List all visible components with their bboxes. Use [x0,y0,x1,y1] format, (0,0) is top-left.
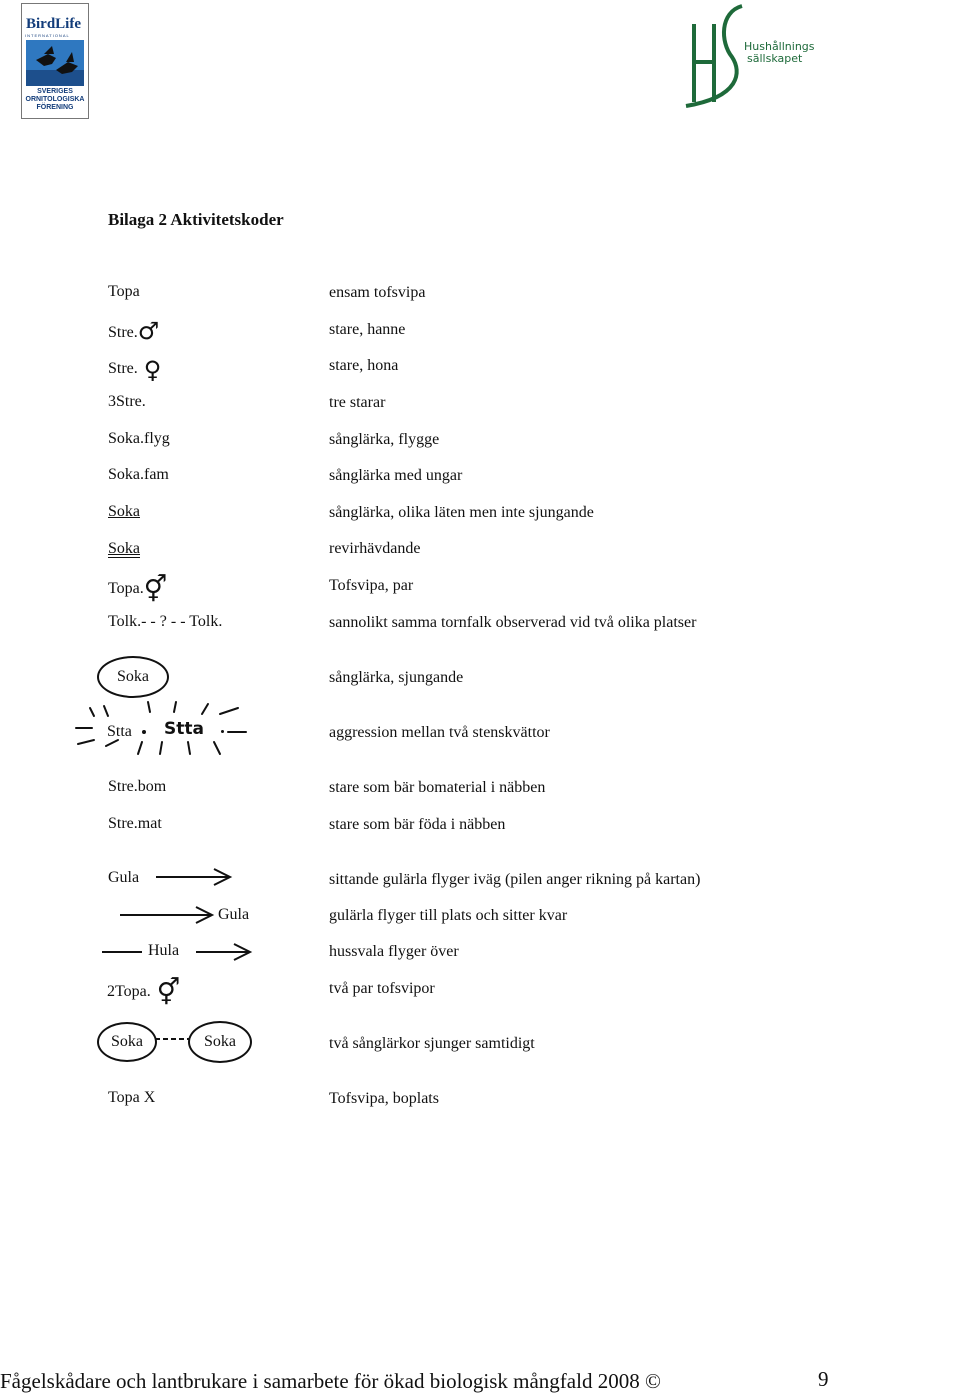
desc-stre-mat: stare som bär föda i näbben [329,816,506,833]
desc-stre-bom: stare som bär bomaterial i näbben [329,779,546,796]
desc-stta-aggression: aggression mellan två stenskvättor [329,724,550,741]
arrow-right-icon [154,866,234,888]
desc-soka-flyg: sånglärka, flygge [329,431,440,448]
code-stre-female-label: Stre. [108,360,138,377]
code-soka-circled-1 [97,1022,157,1062]
footer-text: Fågelskådare och lantbrukare i samarbete för ökad biologisk mångfald 2008 © [0,1369,661,1393]
birdlife-org-line3: FÖRENING [36,104,74,111]
birdlife-org-line1: SVERIGES [37,88,73,95]
code-3stre: 3Stre. [108,393,146,410]
code-hula: Hula [148,942,180,959]
hs-logo-line2: sällskapet [747,52,803,65]
code-topa: Topa [108,283,140,300]
code-stre-male [108,319,159,343]
birdlife-org-line2: ORNITOLOGISKA [25,96,85,103]
code-soka-double-underlined: Soka [108,540,140,557]
line-icon [100,941,146,963]
desc-soka-underlined: sånglärka, olika läten men inte sjungande [329,504,594,521]
desc-2topa-pair: två par tofsvipor [329,980,435,997]
code-stre-bom: Stre.bom [108,778,167,795]
code-topa-pair [108,575,168,605]
birds-picture [26,40,84,86]
code-stre-female [108,355,162,384]
desc-gula-flying: sittande gulärla flyger iväg (pilen anger rikning på kartan) [329,871,701,888]
desc-stre-male: stare, hanne [329,321,406,338]
desc-soka-both: två sånglärkor sjunger samtidigt [329,1035,535,1052]
desc-topa-x: Tofsvipa, boplats [329,1090,439,1107]
hs-logo [680,2,820,110]
birdlife-logo [21,3,89,119]
code-2topa-pair [107,978,181,1008]
aggression-lines-icon [70,696,250,760]
code-stre-mat: Stre.mat [108,815,162,832]
code-stre-male-label: Stre. [108,324,138,341]
desc-gula-landing: gulärla flyger till plats och sitter kvar [329,907,568,924]
desc-soka-circled: sånglärka, sjungande [329,669,464,686]
code-soka-circled-label: Soka [117,668,149,685]
code-stta-aggression [70,696,250,760]
page-title: Bilaga 2 Aktivitetskoder [108,210,284,229]
hs-logo-line1: Hushållnings [744,40,815,53]
page-number: 9 [818,1367,829,1391]
code-stta-handwritten: Stta [164,719,204,739]
desc-topa-pair: Tofsvipa, par [329,577,414,594]
code-soka-circled-1-label: Soka [111,1033,143,1050]
desc-hula: hussvala flyger över [329,943,459,960]
birdlife-logo-name: BirdLife [26,16,81,32]
code-soka-circled-2 [188,1021,252,1063]
pair-icon: ⚥ [156,978,181,1008]
code-topa-pair-label: Topa. [108,580,144,597]
code-soka-circled-2-label: Soka [204,1033,236,1050]
birdlife-logo-sub: INTERNATIONAL [25,33,70,38]
code-stta-label: Stta [107,723,132,740]
dashed-line-icon [155,1034,189,1044]
code-topa-x: Topa X [108,1089,156,1106]
desc-soka-fam: sånglärka med ungar [329,467,463,484]
desc-topa: ensam tofsvipa [329,284,426,301]
arrow-right-icon [194,941,254,963]
desc-soka-double-underlined: revirhävdande [329,540,421,557]
desc-stre-female: stare, hona [329,357,399,374]
desc-tolk: sannolikt samma tornfalk observerad vid två olika platser [329,614,697,631]
code-soka-flyg: Soka.flyg [108,430,170,447]
code-soka-circled [97,656,169,698]
dot-icon [221,730,224,733]
code-soka-fam: Soka.fam [108,466,169,483]
desc-3stre: tre starar [329,394,386,411]
code-soka-underlined: Soka [108,503,140,520]
dot-icon [142,730,146,734]
code-tolk: Tolk.- - ? - - Tolk. [108,613,223,630]
code-gula-landing: Gula [218,906,250,923]
male-icon: ♂ [137,317,160,345]
code-2topa-pair-label: 2Topa. [107,983,151,1000]
female-icon: ♀ [143,356,162,384]
pair-icon: ⚥ [143,575,168,605]
arrow-right-icon [118,904,216,926]
code-gula-flying: Gula [108,869,140,886]
